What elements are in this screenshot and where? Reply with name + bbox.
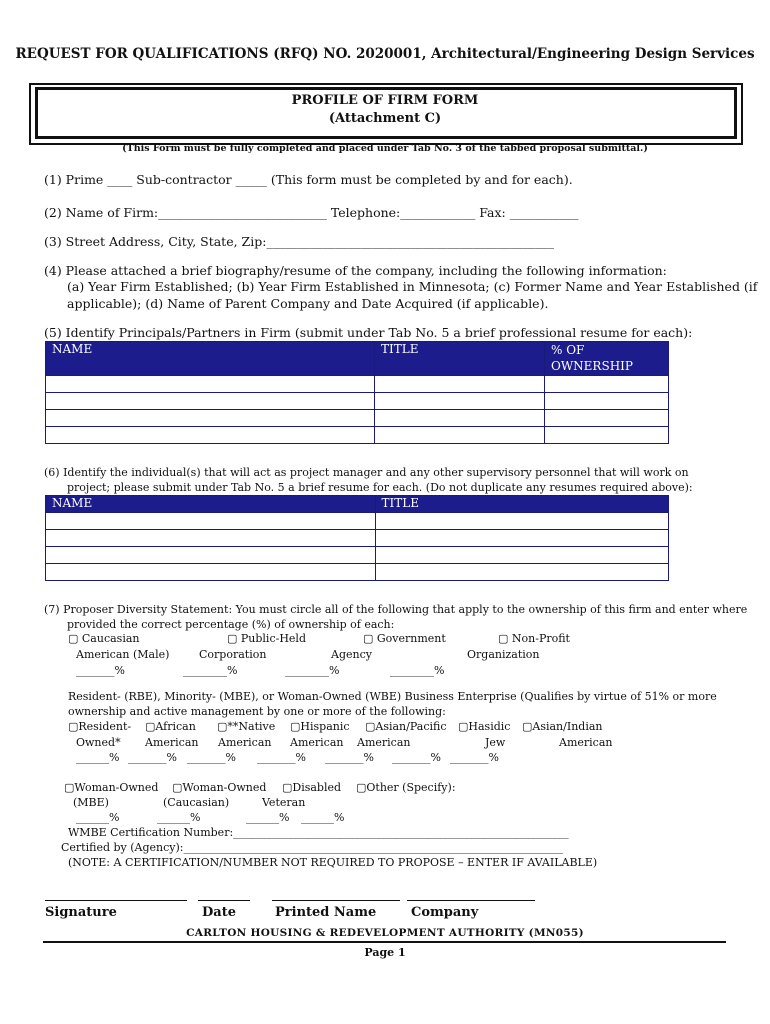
percent-field[interactable]: _______% [257, 751, 306, 764]
certified-by-agency[interactable]: Certified by (Agency):_____________________________________________________________________ [61, 841, 564, 854]
percent-field[interactable]: ________% [390, 664, 445, 677]
checkbox-woman-owned-mbe[interactable]: ▢Woman-Owned [64, 781, 159, 794]
table-row[interactable] [46, 513, 669, 530]
table-header-ownership: % OF OWNERSHIP [545, 342, 669, 376]
footer-divider [43, 941, 726, 943]
certification-note: (NOTE: A CERTIFICATION/NUMBER NOT REQUIRED TO PROPOSE – ENTER IF AVAILABLE) [68, 856, 598, 869]
question-3-address[interactable]: (3) Street Address, City, State, Zip:______________________________________________ [44, 234, 554, 249]
table-row[interactable] [46, 393, 669, 410]
percent-field[interactable]: _______% [187, 751, 236, 764]
checkbox-hispanic-american[interactable]: ▢Hispanic [290, 720, 350, 733]
label-jew: Jew [485, 736, 506, 749]
label-american: American [559, 736, 613, 749]
signature-line[interactable] [45, 900, 187, 901]
footer-organization: CARLTON HOUSING & REDEVELOPMENT AUTHORITY (MN055) [186, 927, 584, 939]
checkbox-government[interactable]: ▢ Government [363, 632, 446, 645]
question-4-line-1: (4) Please attached a brief biography/resume of the company, including the following information: [44, 263, 667, 278]
label-organization: Organization [467, 648, 540, 661]
label-american: American [290, 736, 344, 749]
form-subtitle: (Attachment C) [328, 111, 442, 126]
label-american-male: American (Male) [76, 648, 170, 661]
form-title: PROFILE OF FIRM FORM [291, 93, 479, 108]
checkbox-other-specify[interactable]: ▢Other (Specify): [356, 781, 456, 794]
label-agency: Agency [331, 648, 372, 661]
table-row[interactable] [46, 427, 669, 444]
table-row[interactable] [46, 547, 669, 564]
checkbox-non-profit[interactable]: ▢ Non-Profit [498, 632, 570, 645]
date-label: Date [202, 905, 236, 920]
wmbe-certification-number[interactable]: WMBE Certification Number:_____________________________________________________________ [68, 826, 569, 839]
question-1-prime-subcontractor[interactable]: (1) Prime ____ Sub-contractor _____ (This form must be completed by and for each). [44, 172, 573, 187]
checkbox-native-american[interactable]: ▢**Native [217, 720, 276, 733]
page-number: Page 1 [364, 946, 406, 959]
percent-field[interactable]: _______% [325, 751, 374, 764]
document-header: REQUEST FOR QUALIFICATIONS (RFQ) NO. 2020001, Architectural/Engineering Design Services [15, 46, 755, 62]
percent-field[interactable]: ______% [301, 811, 345, 824]
checkbox-disabled-veteran[interactable]: ▢Disabled [282, 781, 342, 794]
checkbox-public-held[interactable]: ▢ Public-Held [227, 632, 306, 645]
date-line[interactable] [198, 900, 250, 901]
checkbox-asian-pacific[interactable]: ▢Asian/Pacific [365, 720, 447, 733]
checkbox-woman-owned-caucasian[interactable]: ▢Woman-Owned [172, 781, 267, 794]
table-header-name: NAME [46, 496, 376, 513]
label-american: American [145, 736, 199, 749]
question-2-firm-contact[interactable]: (2) Name of Firm:___________________________ Telephone:____________ Fax: ___________ [44, 205, 579, 220]
label-corporation: Corporation [199, 648, 267, 661]
principals-table [45, 341, 669, 444]
supervisory-personnel-table [45, 495, 669, 581]
form-instruction: (This Form must be fully completed and placed under Tab No. 3 of the tabbed proposal submittal.) [122, 143, 648, 154]
table-header-name: NAME [46, 342, 375, 376]
checkbox-asian-indian[interactable]: ▢Asian/Indian [522, 720, 603, 733]
question-7-line-2: provided the correct percentage (%) of ownership of each: [67, 618, 395, 631]
table-row[interactable] [46, 530, 669, 547]
percent-field[interactable]: ______% [157, 811, 201, 824]
label-veteran: Veteran [262, 796, 306, 809]
question-4-line-3: applicable); (d) Name of Parent Company and Date Acquired (if applicable). [67, 296, 549, 311]
percent-field[interactable]: _______% [128, 751, 177, 764]
table-header-title: TITLE [375, 342, 545, 376]
label-american: American [357, 736, 411, 749]
checkbox-resident-owned[interactable]: ▢Resident- [68, 720, 132, 733]
question-6-line-1: (6) Identify the individual(s) that will act as project manager and any other supervisory personnel that will work on [44, 466, 689, 479]
printed-name-label: Printed Name [275, 905, 377, 920]
table-row[interactable] [46, 376, 669, 393]
label-american: American [218, 736, 272, 749]
percent-field[interactable]: _______% [76, 664, 125, 677]
label-caucasian: (Caucasian) [163, 796, 230, 809]
question-6-line-2: project; please submit under Tab No. 5 a brief resume for each. (Do not duplicate any resumes required above): [67, 481, 693, 494]
percent-field[interactable]: _______% [450, 751, 499, 764]
checkbox-african-american[interactable]: ▢African [145, 720, 196, 733]
question-5-prompt: (5) Identify Principals/Partners in Firm (submit under Tab No. 5 a brief professional resume for each): [44, 325, 693, 340]
percent-field[interactable]: ________% [285, 664, 340, 677]
percent-field[interactable]: ________% [183, 664, 238, 677]
resident-statement-line-1: Resident- (RBE), Minority- (MBE), or Woman-Owned (WBE) Business Enterprise (Qualifies by virtue of 51% or more [68, 690, 717, 703]
table-row[interactable] [46, 410, 669, 427]
table-header-title: TITLE [375, 496, 668, 513]
table-row[interactable] [46, 564, 669, 581]
percent-field[interactable]: ______% [76, 811, 120, 824]
label-mbe: (MBE) [73, 796, 109, 809]
resident-statement-line-2: ownership and active management by one or more of the following: [68, 705, 446, 718]
percent-field[interactable]: ______% [246, 811, 290, 824]
question-4-line-2: (a) Year Firm Established; (b) Year Firm Established in Minnesota; (c) Former Name and Year Established (if [67, 279, 758, 294]
percent-field[interactable]: ______% [76, 751, 120, 764]
company-line[interactable] [407, 900, 535, 901]
percent-field[interactable]: _______% [392, 751, 441, 764]
checkbox-caucasian-male[interactable]: ▢ Caucasian [68, 632, 140, 645]
question-7-line-1: (7) Proposer Diversity Statement: You must circle all of the following that apply to the ownership of this firm and enter where [44, 603, 748, 616]
signature-label: Signature [45, 905, 117, 920]
printed-name-line[interactable] [272, 900, 400, 901]
company-label: Company [411, 905, 479, 920]
label-owned: Owned* [76, 736, 121, 749]
checkbox-hasidic-jew[interactable]: ▢Hasidic [458, 720, 511, 733]
